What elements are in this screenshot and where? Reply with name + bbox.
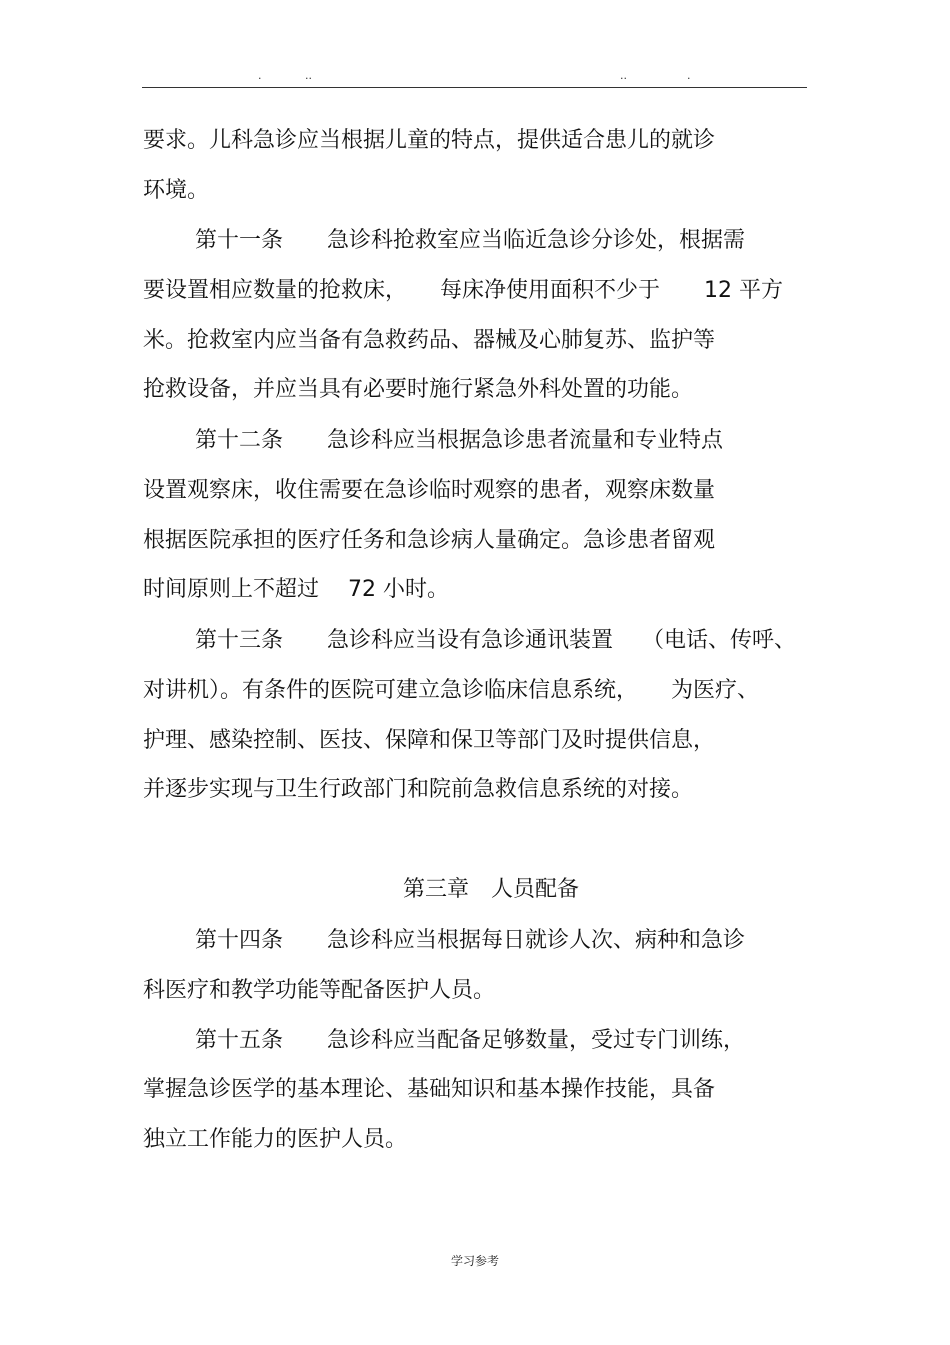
text-line: 并逐步实现与卫生行政部门和院前急救信息系统的对接。 [143,777,694,802]
text-line: 掌握急诊医学的基本理论、基础知识和基本操作技能，具备 [143,1077,716,1102]
text-line: 对讲机）。有条件的医院可建立急诊临床信息系统， 为医疗、 [143,678,760,703]
header-rule [142,87,807,88]
header-mark: . [687,69,691,82]
header-mark: .. [620,69,627,82]
text-line: 要设置相应数量的抢救床， 每床净使用面积不少于 12 平方 [143,278,783,303]
header-mark: .. [305,69,312,82]
text-line: 设置观察床，收住需要在急诊临时观察的患者，观察床数量 [143,478,716,503]
text-line: 米。抢救室内应当备有急救药品、器械及心肺复苏、监护等 [143,328,716,353]
article-14-line: 第十四条 急诊科应当根据每日就诊人次、病种和急诊 [195,928,746,953]
text-line: 环境。 [143,178,210,203]
text-line: 时间原则上不超过 72 小时。 [143,577,449,602]
article-13-line: 第十三条 急诊科应当设有急诊通讯装置 （电话、传呼、 [195,628,796,653]
chapter-heading: 第三章 人员配备 [403,877,580,902]
text-line: 独立工作能力的医护人员。 [143,1127,408,1152]
text-line: 护理、感染控制、医技、保障和保卫等部门及时提供信息， [143,728,716,753]
text-line: 要求。儿科急诊应当根据儿童的特点，提供适合患儿的就诊 [143,128,716,153]
page-footer: 学习参考 [450,1254,499,1268]
article-11-line: 第十一条 急诊科抢救室应当临近急诊分诊处，根据需 [195,228,746,253]
article-15-line: 第十五条 急诊科应当配备足够数量，受过专门训练， [195,1028,746,1053]
text-line: 科医疗和教学功能等配备医护人员。 [143,978,496,1003]
header-mark: . [258,69,262,82]
text-line: 抢救设备，并应当具有必要时施行紧急外科处置的功能。 [143,377,694,402]
text-line: 根据医院承担的医疗任务和急诊病人量确定。急诊患者留观 [143,528,716,553]
article-12-line: 第十二条 急诊科应当根据急诊患者流量和专业特点 [195,428,724,453]
